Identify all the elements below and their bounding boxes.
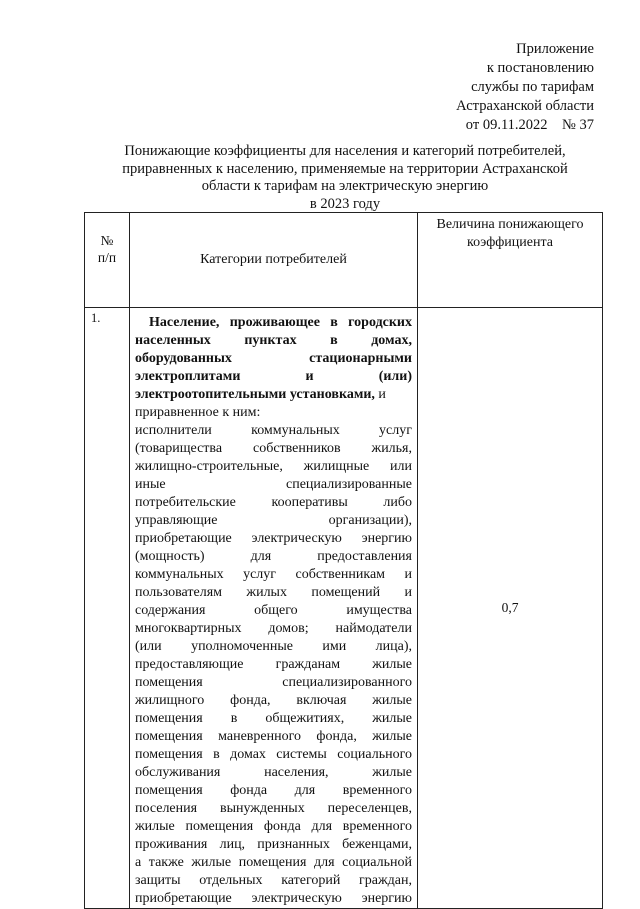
category-line: проживания лиц, признанных беженцами,	[135, 837, 412, 852]
header-value-line: Величина понижающего	[436, 217, 584, 232]
coefficients-table	[84, 212, 603, 909]
category-line: населенных пунктах в домах,	[135, 333, 412, 348]
category-line: а также жилые помещения для социальной	[135, 855, 412, 870]
header-number-abbr: п/п	[97, 250, 117, 265]
category-line: помещения фонда для временного	[135, 783, 412, 798]
table-row	[85, 308, 603, 909]
category-line: приобретающие электрическую энергию	[135, 891, 412, 906]
document-title	[90, 143, 600, 213]
appendix-line: службы по тарифам	[471, 79, 594, 95]
header-category: Категории потребителей	[130, 213, 418, 308]
category-line: (или уполномоченные ими лица),	[135, 639, 412, 654]
appendix-block	[456, 40, 594, 135]
category-line: помещения в домах системы социального	[135, 747, 412, 762]
row-category	[130, 308, 418, 909]
category-line: приравненное к ним:	[135, 405, 261, 420]
header-number-sign: №	[100, 233, 114, 248]
category-line: пользователям жилых помещений и	[135, 585, 412, 600]
category-bold-fragment: электроотопительными установками,	[135, 387, 375, 402]
category-line: жилые помещения фонда для временного	[135, 819, 412, 834]
category-line: Население, проживающее в городских	[149, 315, 412, 330]
row-coefficient-value: 0,7	[418, 308, 603, 909]
category-line: исполнители коммунальных услуг	[135, 423, 412, 438]
category-line: электроплитами и (или)	[135, 369, 412, 384]
title-line: приравненных к населению, применяемые на территории Астраханской	[122, 160, 568, 177]
category-line: поселения вынужденных переселенцев,	[135, 801, 412, 816]
header-number	[85, 213, 130, 308]
category-line: иные специализированные	[135, 477, 412, 492]
appendix-line: к постановлению	[486, 60, 594, 76]
appendix-line: Приложение	[516, 41, 594, 57]
header-value-line: коэффициента	[467, 235, 553, 250]
category-line: многоквартирных домов; наймодатели	[135, 621, 412, 636]
category-line: приобретающие электрическую энергию	[135, 531, 412, 546]
category-line	[135, 386, 412, 404]
category-line: управляющие организации),	[135, 513, 412, 528]
header-value	[418, 213, 603, 308]
category-line: помещения специализированного	[135, 675, 412, 690]
category-line: жилищно-строительные, жилищные или	[135, 459, 412, 474]
category-line: жилищного фонда, включая жилые	[135, 693, 412, 708]
appendix-line: Астраханской области	[456, 98, 594, 114]
title-line: Понижающие коэффициенты для населения и категорий потребителей,	[124, 143, 566, 159]
table-header-row	[85, 213, 603, 308]
category-text-fragment: и	[374, 387, 386, 402]
category-line: защиты отдельных категорий граждан,	[135, 873, 412, 888]
appendix-date-number: от 09.11.2022 № 37	[465, 117, 594, 133]
category-line: коммунальных услуг собственникам и	[135, 567, 412, 582]
title-year: в 2023 году	[309, 195, 381, 212]
category-line: обслуживания населения, жилые	[135, 765, 412, 780]
row-number: 1.	[85, 308, 130, 909]
category-line: содержания общего имущества	[135, 603, 412, 618]
category-line: (товарищества собственников жилья,	[135, 441, 412, 456]
category-line: оборудованных стационарными	[135, 351, 412, 366]
category-line: помещения в общежитиях, жилые	[135, 711, 412, 726]
category-line: предоставляющие гражданам жилые	[135, 657, 412, 672]
category-line: (мощность) для предоставления	[135, 549, 412, 564]
category-line: потребительские кооперативы либо	[135, 495, 412, 510]
category-line: помещения маневренного фонда, жилые	[135, 729, 412, 744]
title-line: области к тарифам на электрическую энергию	[201, 178, 489, 194]
